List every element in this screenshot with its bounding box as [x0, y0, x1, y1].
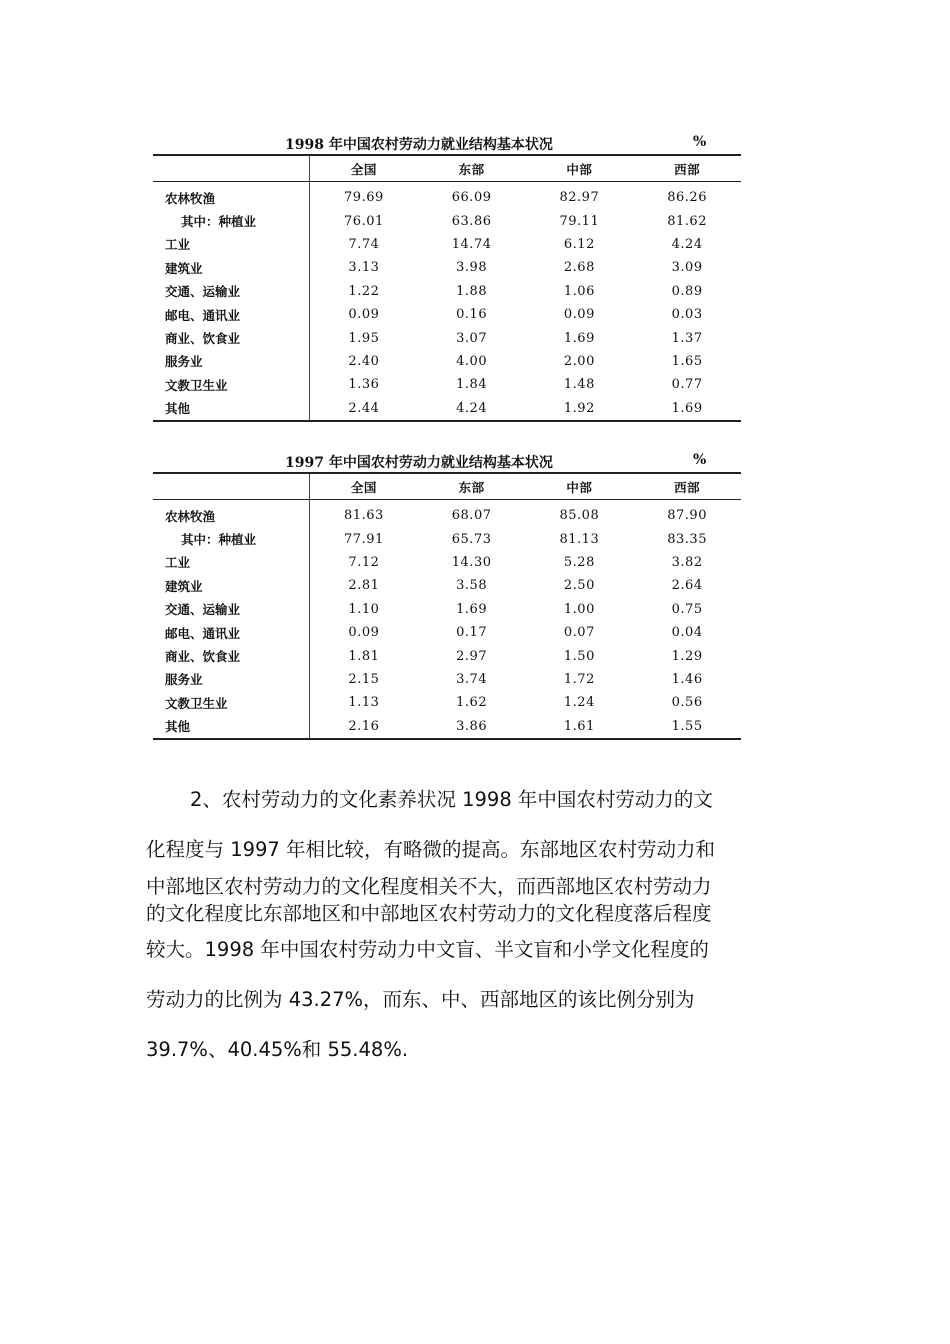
table-title-row — [153, 128, 741, 154]
table-row — [153, 280, 741, 303]
table-cell: 1.69 — [671, 400, 703, 416]
table-unit: % — [693, 134, 707, 150]
table-cell: 3.09 — [671, 260, 703, 276]
table-cell: 2.81 — [348, 578, 380, 594]
table-cell: 0.09 — [563, 307, 595, 323]
column-header: 全国 — [350, 161, 377, 177]
table-title: 1997 年中国农村劳动力就业结构基本状况 — [285, 455, 553, 471]
table-cell: 2.64 — [671, 578, 703, 594]
table-row — [153, 621, 741, 644]
table-cell: 3.74 — [456, 671, 488, 687]
paragraph-line: 化程度与 1997 年相比较，有略微的提高。东部地区农村劳动力和 — [146, 838, 716, 861]
table-cell: 1.29 — [671, 648, 703, 664]
table-cell: 76.01 — [344, 213, 384, 229]
table-cell: 3.58 — [456, 578, 488, 594]
table-row — [153, 303, 741, 326]
table-cell: 1.69 — [563, 330, 595, 346]
column-header: 东部 — [458, 161, 485, 177]
table-cell: 87.90 — [667, 508, 707, 524]
row-label: 其中：种植业 — [153, 527, 310, 550]
row-label: 商业、饮食业 — [153, 326, 310, 349]
table-cell: 63.86 — [451, 213, 492, 229]
table-cell: 79.69 — [344, 190, 384, 206]
paragraph-line: 2、农村劳动力的文化素养状况 1998 年中国农村劳动力的文 — [190, 788, 713, 811]
table-row — [153, 668, 741, 691]
table-cell: 1.61 — [563, 718, 595, 734]
table-title-row — [153, 446, 741, 472]
table-row — [153, 598, 741, 621]
table-cell: 1.92 — [563, 400, 595, 416]
employment-table-1998 — [153, 128, 741, 422]
table-cell: 1.00 — [563, 601, 595, 617]
paragraph-line: 中部地区农村劳动力的文化程度相关不大，而西部地区农村劳动力 — [146, 875, 712, 898]
table-cell: 14.30 — [451, 554, 492, 570]
table-cell: 0.89 — [671, 283, 703, 299]
table-cell: 2.97 — [456, 648, 488, 664]
row-label: 其他 — [153, 715, 310, 739]
row-label: 文教卫生业 — [153, 691, 310, 714]
table-cell: 77.91 — [344, 531, 384, 547]
table-cell: 4.24 — [456, 400, 488, 416]
column-header: 西部 — [674, 479, 701, 495]
table-cell: 0.17 — [456, 625, 488, 641]
row-label: 邮电、通讯业 — [153, 303, 310, 326]
table-unit: % — [693, 452, 707, 468]
table-cell: 1.84 — [456, 377, 488, 393]
table-cell: 1.62 — [456, 695, 488, 711]
table-cell: 1.72 — [563, 671, 595, 687]
table-row — [153, 350, 741, 373]
table-row — [153, 715, 741, 739]
table-cell: 3.07 — [456, 330, 488, 346]
table-row — [153, 574, 741, 597]
table-cell: 1.95 — [348, 330, 380, 346]
table-cell: 2.40 — [348, 353, 380, 369]
table-cell: 1.22 — [348, 283, 380, 299]
table-cell: 79.11 — [559, 213, 600, 229]
table-cell: 1.88 — [456, 283, 488, 299]
row-label: 交通、运输业 — [153, 280, 310, 303]
table-row — [153, 209, 741, 232]
table-row — [153, 397, 741, 421]
table-cell: 3.13 — [348, 260, 380, 276]
table-cell: 81.63 — [344, 508, 384, 524]
table-row — [153, 373, 741, 396]
table-body — [153, 182, 741, 421]
table-cell: 2.00 — [563, 353, 595, 369]
row-label: 农林牧渔 — [153, 500, 310, 528]
table-row — [153, 182, 741, 210]
table-cell: 2.44 — [348, 400, 380, 416]
table-row — [153, 500, 741, 528]
row-label: 商业、饮食业 — [153, 644, 310, 667]
table-cell: 1.50 — [563, 648, 595, 664]
table-row — [153, 256, 741, 279]
paragraph-line: 劳动力的比例为 43.27%，而东、中、西部地区的该比例分别为 — [146, 988, 695, 1011]
table-cell: 1.37 — [671, 330, 703, 346]
table-cell: 7.74 — [348, 236, 380, 252]
table-row — [153, 233, 741, 256]
table-cell: 81.62 — [667, 213, 707, 229]
paragraph-line: 的文化程度比东部地区和中部地区农村劳动力的文化程度落后程度 — [146, 902, 712, 925]
table-cell: 0.56 — [671, 695, 703, 711]
table-cell: 6.12 — [563, 236, 595, 252]
table-cell: 0.07 — [563, 625, 595, 641]
table-cell: 0.09 — [348, 625, 380, 641]
table-cell: 1.06 — [563, 283, 595, 299]
table-cell: 1.69 — [456, 601, 488, 617]
column-header: 西部 — [674, 161, 701, 177]
table-cell: 65.73 — [451, 531, 492, 547]
table-cell: 1.46 — [671, 671, 703, 687]
table-cell: 3.98 — [456, 260, 488, 276]
row-label: 文教卫生业 — [153, 373, 310, 396]
header-empty-cell — [153, 473, 310, 500]
table-cell: 68.07 — [451, 508, 492, 524]
table-cell: 1.10 — [348, 601, 380, 617]
table-cell: 4.00 — [456, 353, 488, 369]
column-header: 全国 — [350, 479, 377, 495]
table-row — [153, 527, 741, 550]
header-row — [153, 473, 741, 500]
header-row — [153, 155, 741, 182]
table-cell: 66.09 — [451, 190, 492, 206]
table-cell: 4.24 — [671, 236, 703, 252]
table-cell: 14.74 — [451, 236, 492, 252]
table-cell: 0.75 — [671, 601, 703, 617]
row-label: 农林牧渔 — [153, 182, 310, 210]
row-label: 建筑业 — [153, 256, 310, 279]
data-table — [153, 154, 741, 422]
table-cell: 1.65 — [671, 353, 703, 369]
table-cell: 3.86 — [456, 718, 488, 734]
table-title: 1998 年中国农村劳动力就业结构基本状况 — [285, 137, 553, 153]
table-cell: 3.82 — [671, 554, 703, 570]
table-cell: 0.04 — [671, 625, 703, 641]
paragraph-line: 较大。1998 年中国农村劳动力中文盲、半文盲和小学文化程度的 — [146, 938, 709, 961]
header-empty-cell — [153, 155, 310, 182]
column-header: 中部 — [566, 161, 593, 177]
table-cell: 2.68 — [563, 260, 595, 276]
table-cell: 7.12 — [348, 554, 380, 570]
row-label: 工业 — [153, 551, 310, 574]
table-row — [153, 326, 741, 349]
table-row — [153, 551, 741, 574]
paragraph-line: 39.7%、40.45%和 55.48%. — [146, 1038, 409, 1061]
column-header: 东部 — [458, 479, 485, 495]
row-label: 服务业 — [153, 668, 310, 691]
table-cell: 2.15 — [348, 671, 380, 687]
row-label: 其他 — [153, 397, 310, 421]
row-label: 建筑业 — [153, 574, 310, 597]
table-cell: 1.36 — [348, 377, 380, 393]
row-label: 工业 — [153, 233, 310, 256]
table-cell: 1.48 — [563, 377, 595, 393]
table-cell: 86.26 — [667, 190, 707, 206]
table-cell: 1.55 — [671, 718, 703, 734]
table-row — [153, 691, 741, 714]
row-label: 交通、运输业 — [153, 598, 310, 621]
row-label: 服务业 — [153, 350, 310, 373]
table-body — [153, 500, 741, 739]
table-cell: 82.97 — [559, 190, 600, 206]
table-cell: 0.16 — [456, 307, 488, 323]
table-cell: 83.35 — [667, 531, 707, 547]
table-cell: 81.13 — [559, 531, 600, 547]
table-cell: 0.03 — [671, 307, 703, 323]
column-header: 中部 — [566, 479, 593, 495]
table-row — [153, 644, 741, 667]
table-cell: 85.08 — [559, 508, 600, 524]
table-cell: 2.16 — [348, 718, 380, 734]
employment-table-1997 — [153, 446, 741, 740]
row-label: 邮电、通讯业 — [153, 621, 310, 644]
table-cell: 0.09 — [348, 307, 380, 323]
table-cell: 1.24 — [563, 695, 595, 711]
table-cell: 0.77 — [671, 377, 703, 393]
table-cell: 5.28 — [563, 554, 595, 570]
table-cell: 1.13 — [348, 695, 380, 711]
row-label: 其中：种植业 — [153, 209, 310, 232]
table-cell: 2.50 — [563, 578, 595, 594]
table-cell: 1.81 — [348, 648, 380, 664]
data-table — [153, 472, 741, 740]
